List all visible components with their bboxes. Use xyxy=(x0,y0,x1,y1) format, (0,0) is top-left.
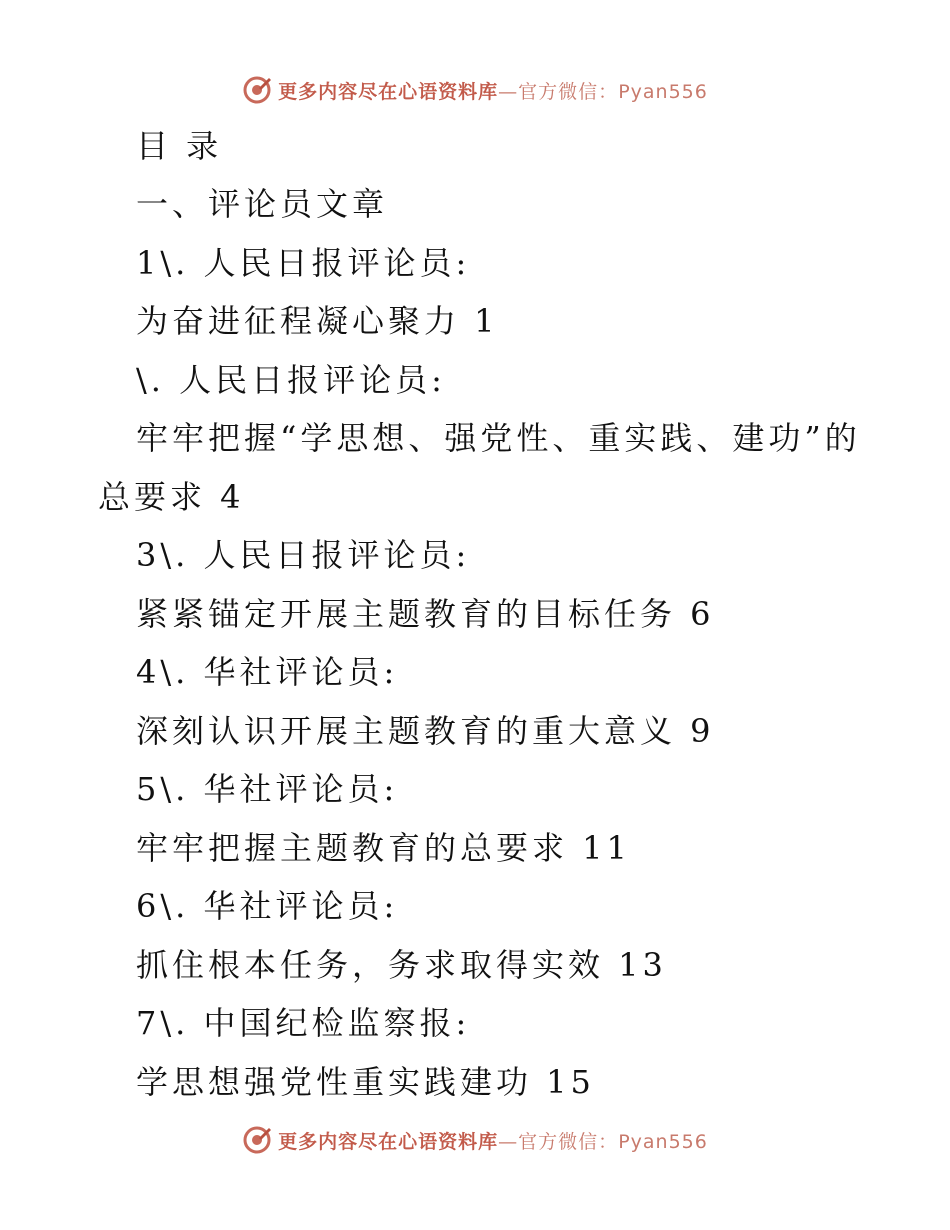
toc-entry-source: 7\. 中国纪检监察报: xyxy=(136,1004,471,1042)
toc-entry-title: 学思想强党性重实践建功 15 xyxy=(136,1063,595,1101)
toc-entry-title: 牢牢把握“学思想、强党性、重实践、建功”的 xyxy=(136,419,861,457)
toc-entry-title-continued: 总要求 4 xyxy=(98,478,245,516)
watermark-banner-top xyxy=(0,70,950,110)
toc-entry-source: 1\. 人民日报评论员: xyxy=(136,244,471,282)
watermark-text xyxy=(278,1127,708,1154)
toc-entry-source: 4\. 华社评论员: xyxy=(136,653,399,691)
toc-entry-source: 5\. 华社评论员: xyxy=(136,770,399,808)
toc-entry-source: \. 人民日报评论员: xyxy=(136,361,446,399)
watermark-text xyxy=(278,77,708,104)
toc-entry-title: 抓住根本任务，务求取得实效 13 xyxy=(136,946,667,984)
toc-entry-source: 6\. 华社评论员: xyxy=(136,887,399,925)
watermark-dash: —官方微信： xyxy=(498,1130,619,1153)
watermark-handle: Pyan556 xyxy=(618,1130,708,1153)
toc-entry-source: 3\. 人民日报评论员: xyxy=(136,536,471,574)
watermark-dash: —官方微信： xyxy=(498,80,619,103)
toc-title: 目 录 xyxy=(136,127,223,165)
watermark-handle: Pyan556 xyxy=(618,80,708,103)
pen-logo-icon xyxy=(242,1125,272,1155)
toc-entry-title: 为奋进征程凝心聚力 1 xyxy=(136,302,499,340)
toc-entry-title: 深刻认识开展主题教育的重大意义 9 xyxy=(136,712,715,750)
toc-entry-title: 牢牢把握主题教育的总要求 11 xyxy=(136,829,631,867)
watermark-banner-bottom xyxy=(0,1120,950,1160)
toc-section-heading: 一、评论员文章 xyxy=(136,185,389,223)
toc-entry-title: 紧紧锚定开展主题教育的目标任务 6 xyxy=(136,595,715,633)
pen-logo-icon xyxy=(242,75,272,105)
watermark-bold: 更多内容尽在心语资料库 xyxy=(278,80,499,103)
watermark-bold: 更多内容尽在心语资料库 xyxy=(278,1130,499,1153)
